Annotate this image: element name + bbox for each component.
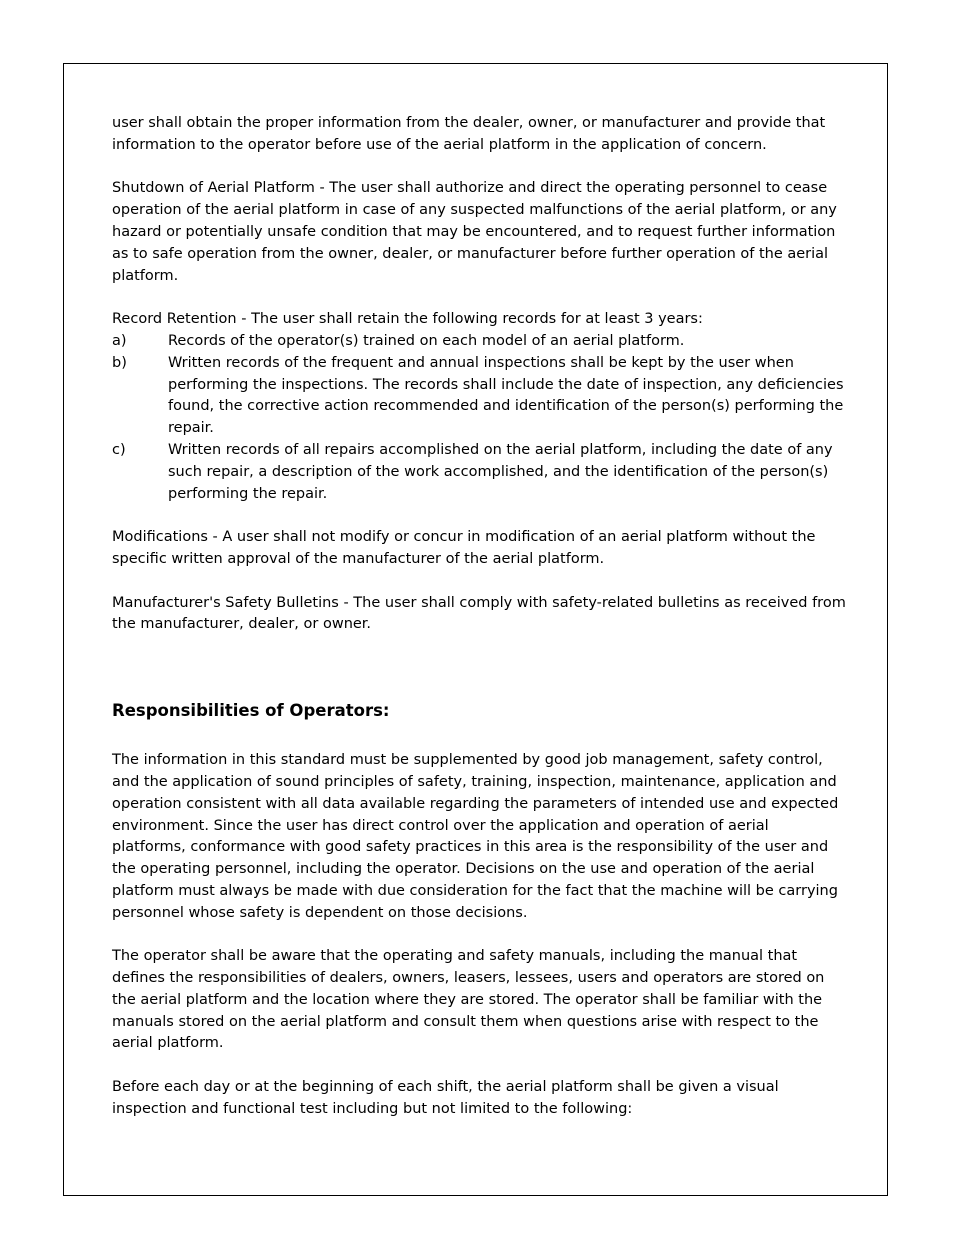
paragraph-operators-info: The information in this standard must be supplemented by good job management, safety control, and the application of sound principles of safety, training, inspection, maintenance, application and operation consistent with all data available regarding the parameters of intended use and expected environment. Since the user has direct control over the application and operation of aerial platforms, conformance with good safety practices in this area is the responsibility of the user and the operating personnel, including the operator. Decisions on the use and operation of the aerial platform must always be made with due consideration for the fact that the machine will be carrying personnel whose safety is dependent on those decisions. [112,752,839,921]
paragraph-operators-manuals: The operator shall be aware that the operating and safety manuals, including the manual that defines the responsibilities of dealers, owners, leasers, lessees, users and operators are stored on the aerial platform and the location where they are stored. The operator shall be familiar with the manuals stored on the aerial platform and consult them when questions arise with respect to the aerial platform. [112,948,825,1052]
record-retention-list [112,331,847,505]
paragraph-user-information: user shall obtain the proper information from the dealer, owner, or manufacturer and provide that information to the operator before use of the aerial platform in the application of concern. [112,115,826,153]
paragraph-operators-inspection: Before each day or at the beginning of each shift, the aerial platform shall be given a visual inspection and functional test including but not limited to the following: [112,1079,779,1117]
document-body [112,113,847,1142]
list-marker: b) [112,354,127,371]
list-marker: a) [112,332,127,349]
list-item-text: Written records of the frequent and annual inspections shall be kept by the user when performing the inspections. The records shall include the date of inspection, any deficiencies found, the corrective action recommended and identification of the person(s) performing the repair. [168,354,844,437]
paragraph-safety-bulletins: Manufacturer's Safety Bulletins - The user shall comply with safety-related bulletins as received from the manufacturer, dealer, or owner. [112,594,846,633]
list-marker: c) [112,441,126,458]
list-item-text: Written records of all repairs accomplished on the aerial platform, including the date of any such repair, a description of the work accomplished, and the identification of the person(s) performing the repair. [168,441,833,502]
paragraph-modifications: Modifications - A user shall not modify or concur in modification of an aerial platform without the specific written approval of the manufacturer of the aerial platform. [112,529,816,567]
list-item-text: Records of the operator(s) trained on each model of an aerial platform. [168,332,685,349]
list-item [112,440,847,505]
section-heading: Responsibilities of Operators: [112,701,390,721]
paragraph-shutdown: Shutdown of Aerial Platform - The user shall authorize and direct the operating personnel to cease operation of the aerial platform in case of any suspected malfunctions of the aerial platform, or any hazard or potentially unsafe condition that may be encountered, and to request further information as to safe operation from the owner, dealer, or manufacturer before further operation of the aerial platform. [112,180,837,284]
list-item [112,353,847,440]
record-retention-intro: Record Retention - The user shall retain the following records for at least 3 years: [112,311,703,328]
list-item [112,331,847,353]
